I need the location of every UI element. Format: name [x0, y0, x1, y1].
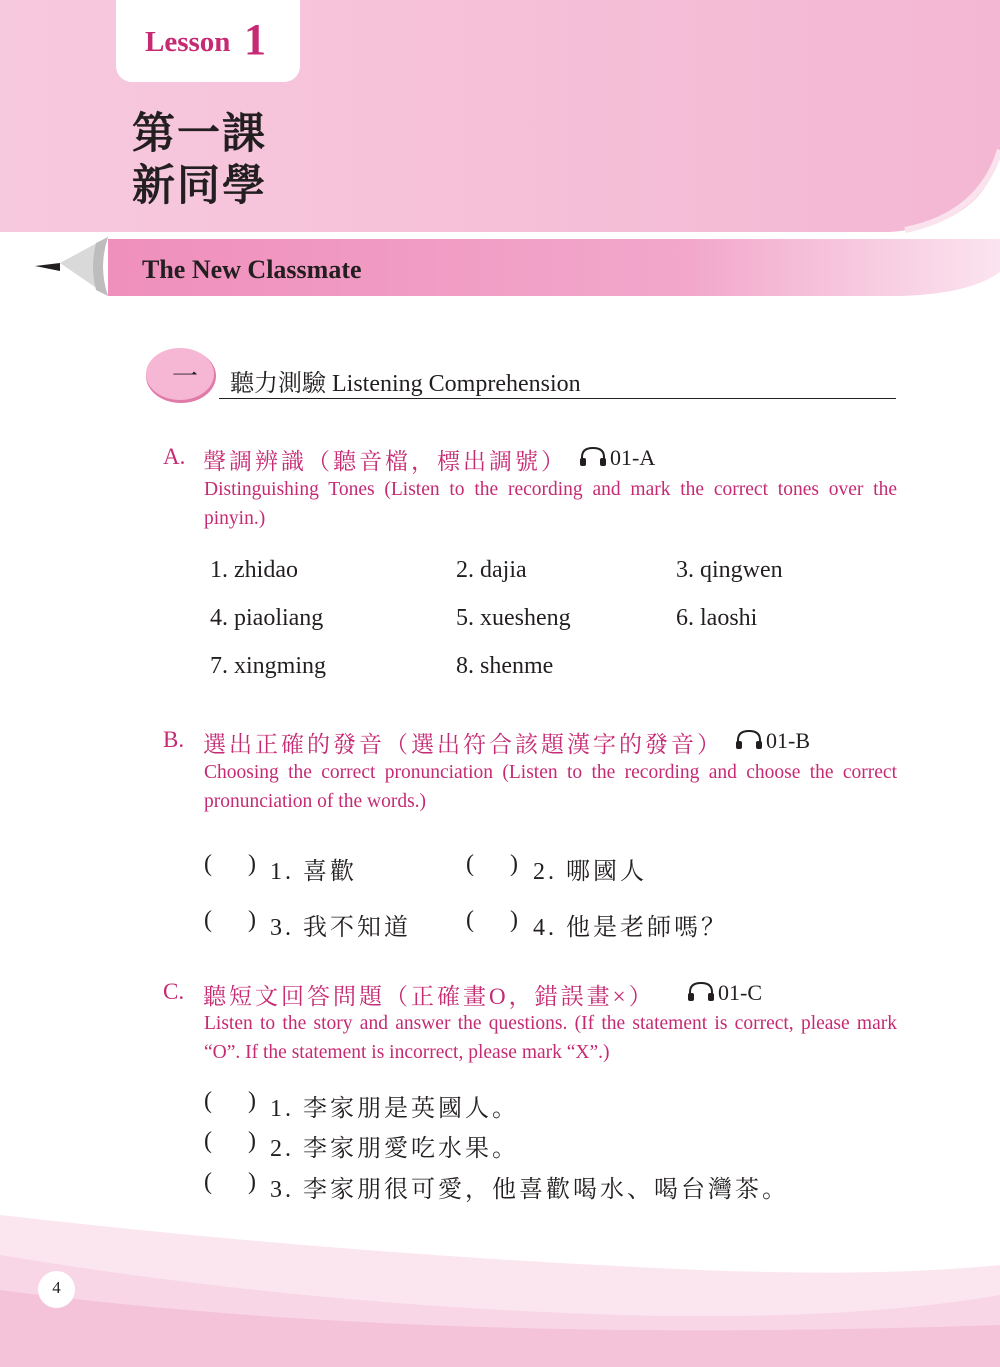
lesson-label: Lesson: [145, 26, 231, 58]
part-b-audio-label: 01-B: [766, 728, 810, 753]
lesson-title-en: The New Classmate: [142, 255, 362, 284]
lesson-title-cn-line2: 新同學: [132, 161, 267, 211]
answer-blank[interactable]: ( ): [204, 1128, 256, 1154]
part-a-audio[interactable]: [578, 445, 655, 471]
tone-item: 8. shenme: [456, 653, 554, 679]
lesson-title-cn-line1: 第一課: [132, 109, 267, 159]
part-a-title: 聲調辨識（聽音檔，標出調號）: [203, 449, 567, 474]
part-a-audio-label: 01-A: [610, 445, 656, 470]
headphones-icon: [686, 981, 716, 1003]
tone-item: 5. xuesheng: [456, 605, 571, 631]
statement-item: 2. 李家朋愛吃水果。: [270, 1136, 519, 1162]
answer-blank[interactable]: ( ): [204, 1169, 256, 1195]
part-c-description: Listen to the story and answer the questions. (If the statement is correct, please mark “O”. If the statement is incorrect, please mark “X”.): [204, 1013, 897, 1063]
tone-item: 1. zhidao: [210, 557, 298, 583]
pencil-tip-icon: [35, 237, 108, 296]
tone-item: 6. laoshi: [676, 605, 758, 631]
statement-item: 3. 李家朋很可愛，他喜歡喝水、喝台灣茶。: [270, 1177, 789, 1203]
part-c-audio-label: 01-C: [718, 980, 762, 1005]
answer-blank[interactable]: ( ): [204, 1088, 256, 1114]
section-divider: [219, 398, 896, 399]
part-c-title: 聽短文回答問題（正確畫O，錯誤畫×）: [203, 984, 655, 1009]
footer-wave: [0, 1195, 1000, 1367]
answer-blank[interactable]: ( ): [204, 907, 256, 933]
tone-item: 2. dajia: [456, 557, 527, 583]
statement-item: 1. 李家朋是英國人。: [270, 1096, 519, 1122]
question-item: 2. 哪國人: [533, 859, 647, 885]
part-a-description: Distinguishing Tones (Listen to the recording and mark the correct tones over the pinyin.): [204, 479, 897, 529]
headphones-icon: [578, 446, 608, 468]
tone-item: 3. qingwen: [676, 557, 783, 583]
part-b-description: Choosing the correct pronunciation (Listen to the recording and choose the correct pronunciation of the words.): [204, 762, 897, 812]
section-title: 聽力測驗 Listening Comprehension: [230, 371, 581, 397]
tone-item: 4. piaoliang: [210, 605, 324, 631]
lesson-number: 1: [244, 15, 266, 64]
part-b-title: 選出正確的發音（選出符合該題漢字的發音）: [203, 732, 723, 757]
page-number: 4: [52, 1278, 61, 1297]
part-b-letter: B.: [163, 727, 185, 752]
part-b-audio[interactable]: [734, 728, 810, 754]
part-a-letter: A.: [163, 444, 186, 469]
section-number: 一: [171, 362, 198, 392]
headphones-icon: [734, 729, 764, 751]
question-item: 3. 我不知道: [270, 915, 411, 941]
question-item: 1. 喜歡: [270, 859, 357, 885]
tone-item: 7. xingming: [210, 653, 327, 679]
question-item: 4. 他是老師嗎？: [533, 915, 728, 941]
answer-blank[interactable]: ( ): [466, 907, 518, 933]
answer-blank[interactable]: ( ): [466, 851, 518, 877]
answer-blank[interactable]: ( ): [204, 851, 256, 877]
part-c-audio[interactable]: [686, 980, 762, 1006]
part-c-letter: C.: [163, 979, 185, 1004]
